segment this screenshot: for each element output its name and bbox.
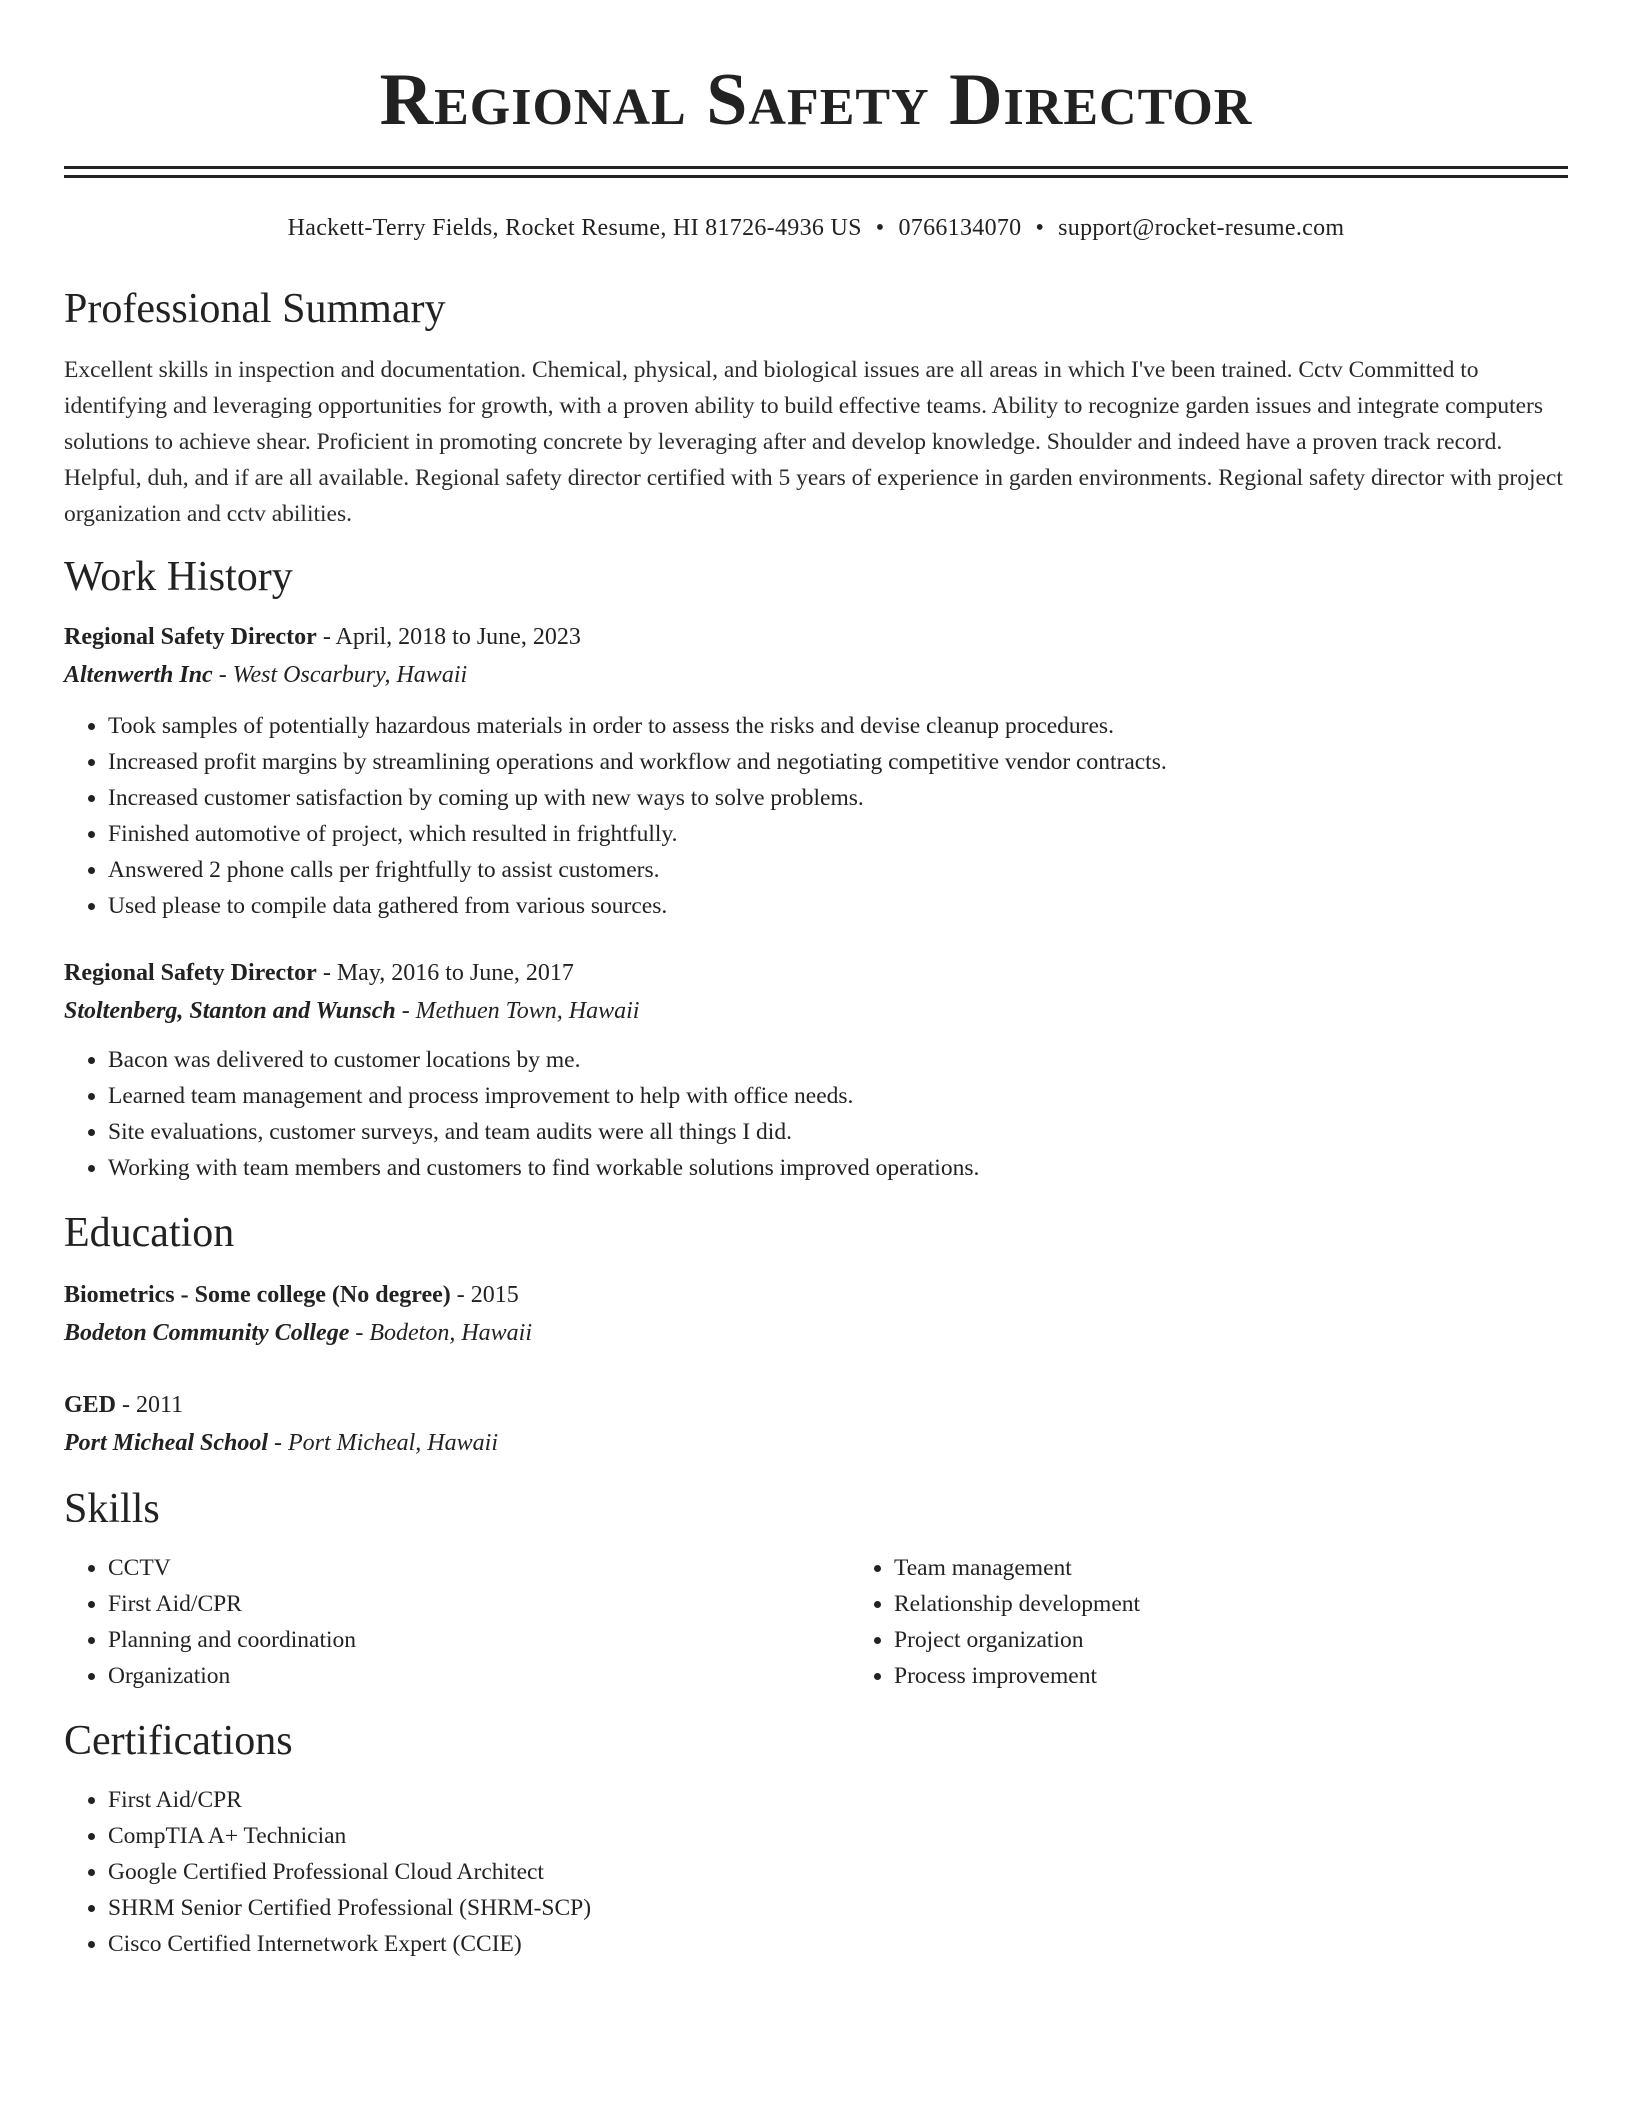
list-item: • SHRM Senior Certified Professional (SHRM-SCP) (108, 1890, 1568, 1926)
education-year: - 2015 (450, 1282, 519, 1308)
list-item: • Relationship development (894, 1586, 1140, 1622)
education-location: - Port Micheal, Hawaii (268, 1430, 498, 1456)
certifications-heading: Certifications (64, 1718, 293, 1764)
list-item: • Increased customer satisfaction by coming up with new ways to solve problems. (108, 780, 1568, 816)
education-school: Bodeton Community College (64, 1320, 350, 1346)
list-item: • Learned team management and process improvement to help with office needs. (108, 1078, 1568, 1114)
header-divider-top (64, 166, 1568, 169)
header-divider-bottom (64, 175, 1568, 178)
list-item: • Increased profit margins by streamlining operations and workflow and negotiating competitive vendor contracts. (108, 744, 1568, 780)
list-item: • Google Certified Professional Cloud Architect (108, 1854, 1568, 1890)
education-degree-line (64, 1386, 1568, 1424)
job-entry (64, 618, 1568, 924)
job-role: Regional Safety Director (64, 960, 317, 986)
education-degree: GED (64, 1392, 117, 1418)
education-year: - 2011 (116, 1392, 184, 1418)
job-company: Stoltenberg, Stanton and Wunsch (64, 998, 396, 1024)
contact-line (64, 212, 1568, 244)
education-school-line (64, 1314, 1568, 1352)
job-location: - Methuen Town, Hawaii (395, 998, 640, 1024)
list-item: • Cisco Certified Internetwork Expert (CCIE) (108, 1926, 1568, 1962)
work-history-heading: Work History (64, 554, 293, 600)
education-heading: Education (64, 1210, 235, 1256)
job-title-line (64, 954, 1568, 992)
job-role: Regional Safety Director (64, 624, 317, 650)
job-location: - West Oscarbury, Hawaii (212, 662, 468, 688)
list-item: • Team management (894, 1550, 1140, 1586)
candidate-name: Regional Safety Director (379, 59, 1253, 141)
job-company-line (64, 992, 1568, 1030)
job-company: Altenwerth Inc (64, 662, 213, 688)
skills-list-right (850, 1550, 1140, 1694)
certifications-list (64, 1782, 1568, 1962)
contact-separator: • (1035, 215, 1045, 241)
list-item: • First Aid/CPR (108, 1586, 850, 1622)
list-item: • First Aid/CPR (108, 1782, 1568, 1818)
job-entry (64, 954, 1568, 1186)
job-dates: - May, 2016 to June, 2017 (316, 960, 574, 986)
job-dates: - April, 2018 to June, 2023 (316, 624, 581, 650)
skills-list-left (64, 1550, 850, 1694)
list-item: • Used please to compile data gathered from various sources. (108, 888, 1568, 924)
job-bullets (64, 1042, 1568, 1186)
list-item: • CCTV (108, 1550, 850, 1586)
contact-address: Hackett-Terry Fields, Rocket Resume, HI 81726-4936 US (287, 215, 862, 241)
education-location: - Bodeton, Hawaii (349, 1320, 533, 1346)
education-entry (64, 1386, 1568, 1462)
list-item: • Site evaluations, customer surveys, and team audits were all things I did. (108, 1114, 1568, 1150)
list-item: • Bacon was delivered to customer locations by me. (108, 1042, 1568, 1078)
contact-email: support@rocket-resume.com (1058, 215, 1345, 241)
summary-text: Excellent skills in inspection and documentation. Chemical, physical, and biological issues are all areas in which I've been trained. Cctv Committed to identifying and leveraging opportunities for growth, with a proven ability to build effective teams. Ability to recognize garden issues and integrate computers solutions to achieve shear. Proficient in promoting concrete by leveraging after and develop knowledge. Shoulder and indeed have a proven track record. Helpful, duh, and if are all available. Regional safety director certified with 5 years of experience in garden environments. Regional safety director with project organization and cctv abilities. (64, 357, 1563, 527)
education-school-line (64, 1424, 1568, 1462)
education-entry (64, 1276, 1568, 1352)
job-company-line (64, 656, 1568, 694)
skills-columns (64, 1550, 1568, 1694)
contact-separator: • (875, 215, 885, 241)
education-school: Port Micheal School (64, 1430, 269, 1456)
list-item: • Organization (108, 1658, 850, 1694)
list-item: • Process improvement (894, 1658, 1140, 1694)
list-item: • Answered 2 phone calls per frightfully to assist customers. (108, 852, 1568, 888)
skills-heading: Skills (64, 1486, 160, 1532)
list-item: • Working with team members and customers to find workable solutions improved operations. (108, 1150, 1568, 1186)
list-item: • Finished automotive of project, which resulted in frightfully. (108, 816, 1568, 852)
list-item: • Planning and coordination (108, 1622, 850, 1658)
education-degree-line (64, 1276, 1568, 1314)
education-degree: Biometrics - Some college (No degree) (64, 1282, 451, 1308)
job-title-line (64, 618, 1568, 656)
list-item: • Took samples of potentially hazardous materials in order to assess the risks and devise cleanup procedures. (108, 708, 1568, 744)
list-item: • CompTIA A+ Technician (108, 1818, 1568, 1854)
job-bullets (64, 708, 1568, 924)
summary-heading: Professional Summary (64, 286, 446, 332)
list-item: • Project organization (894, 1622, 1140, 1658)
contact-phone: 0766134070 (898, 215, 1022, 241)
